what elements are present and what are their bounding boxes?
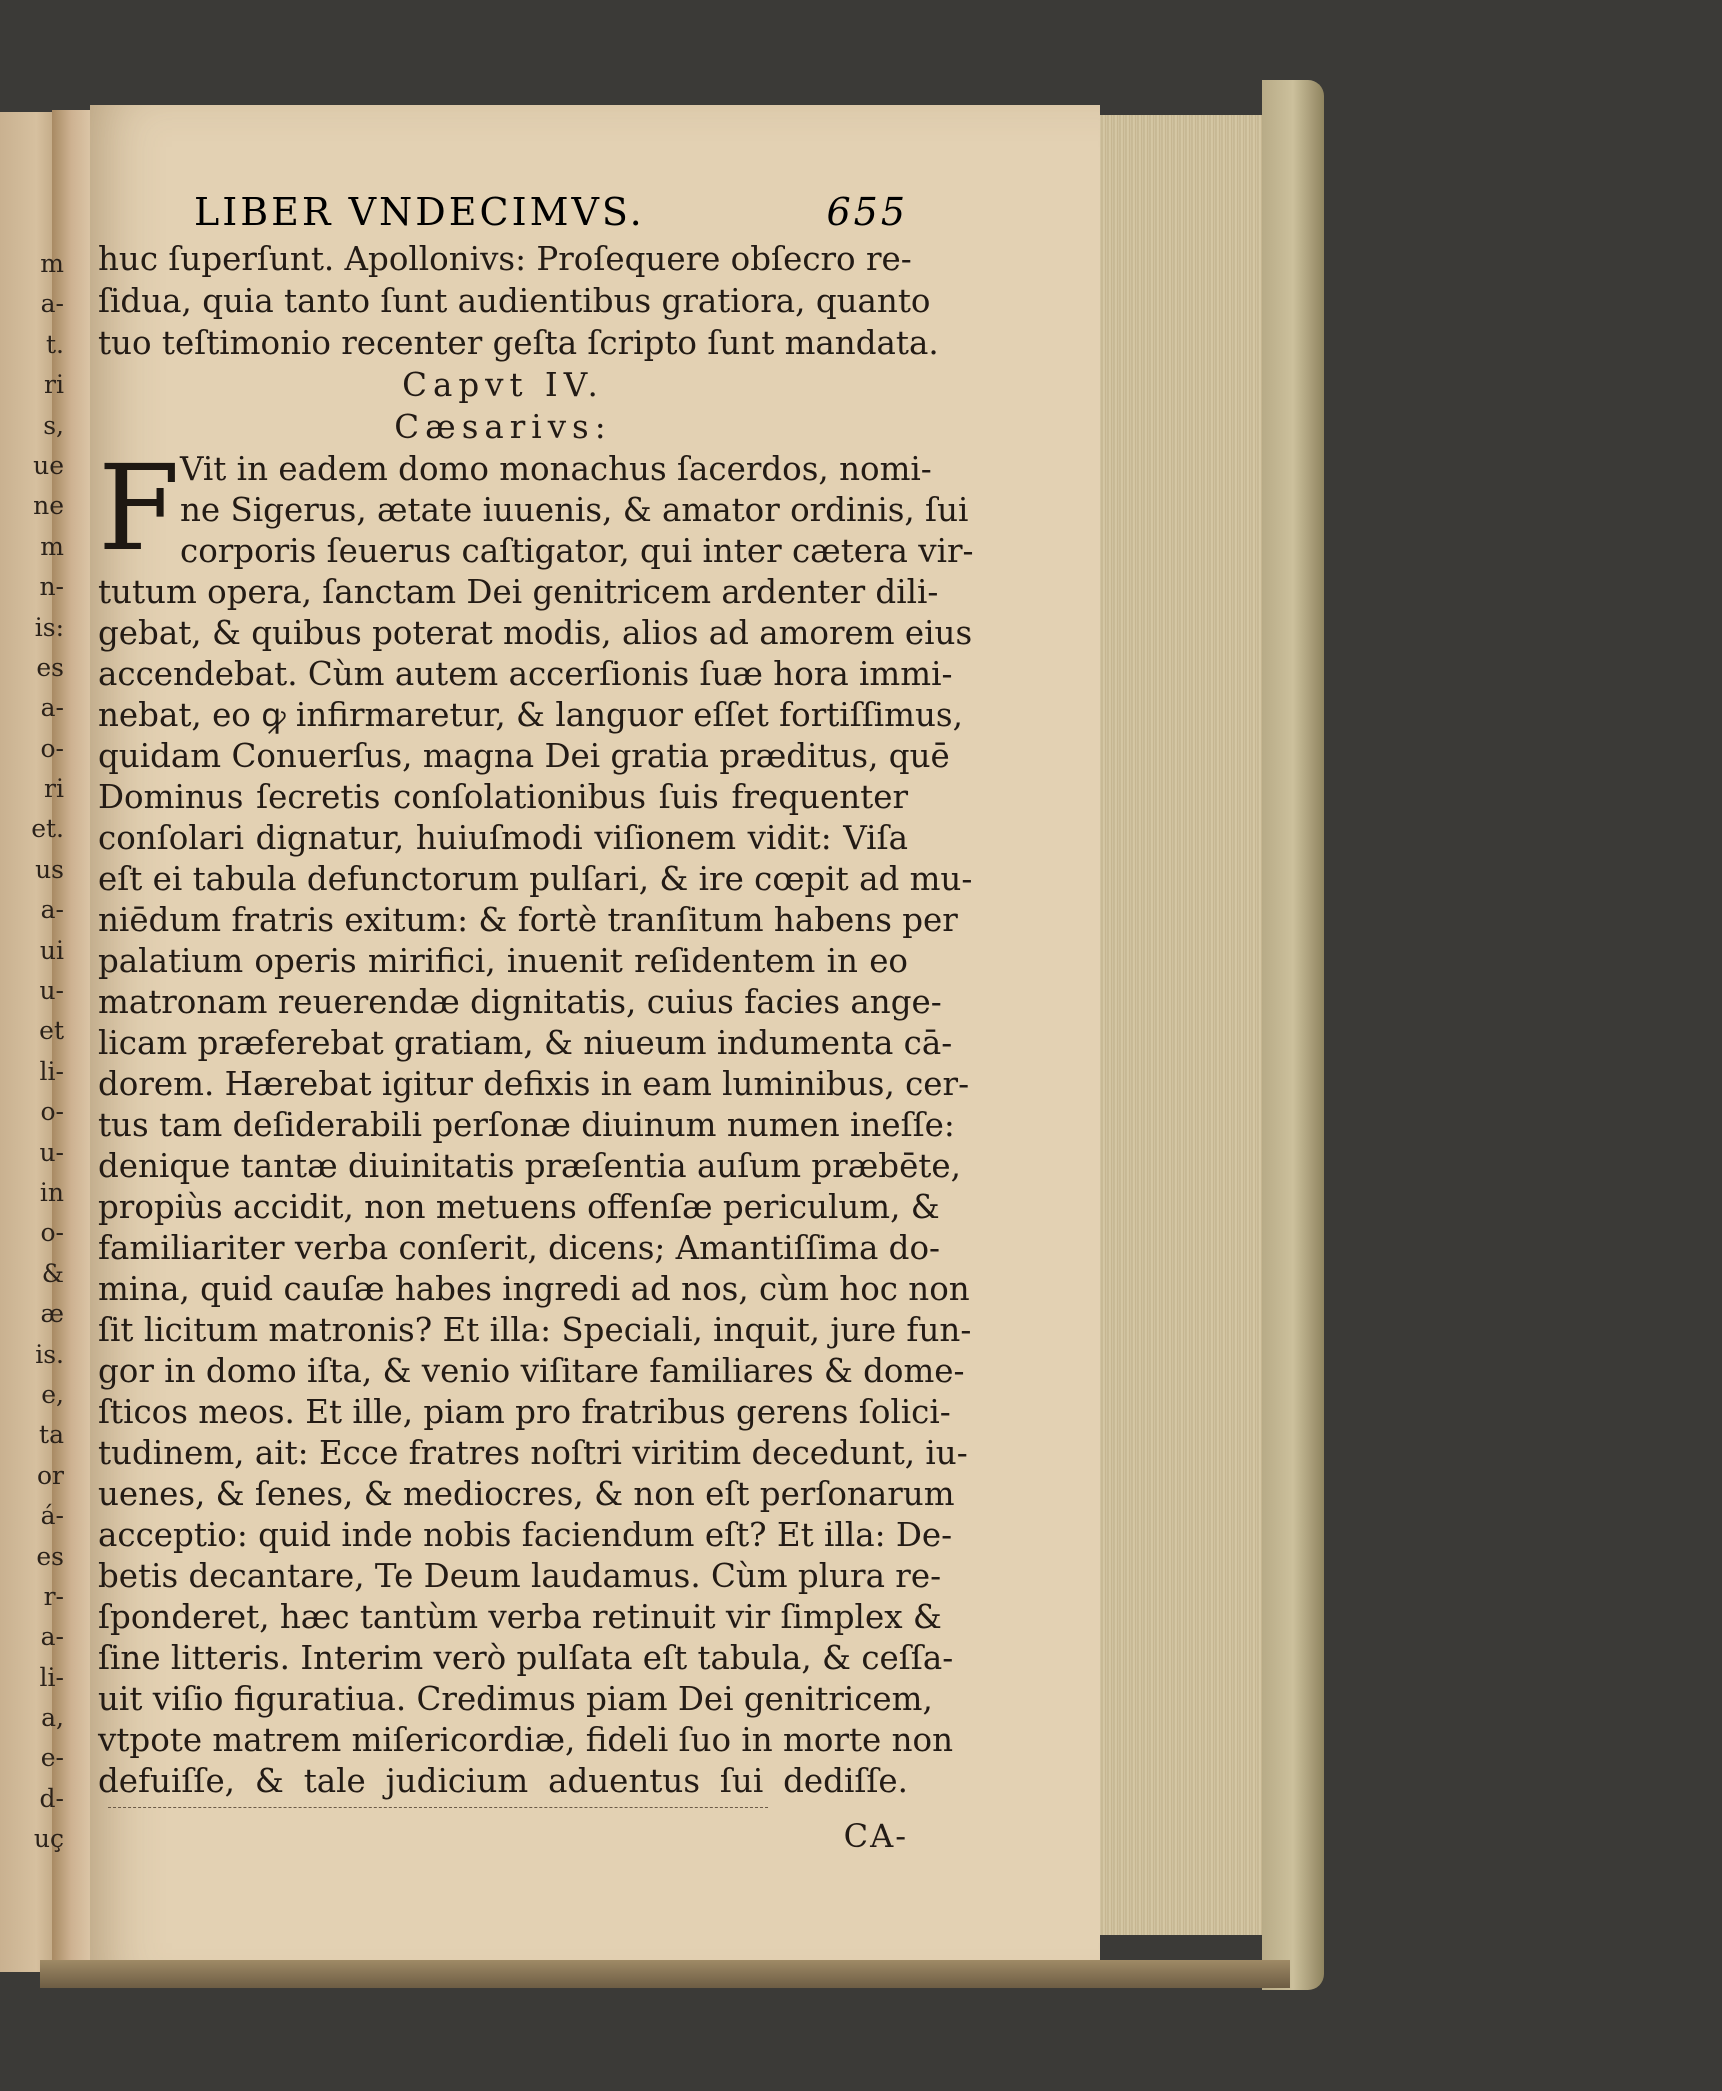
text-line: vtpote matrem miſericordiæ, fideli ſuo in morte non xyxy=(98,1721,954,1759)
text-line: familiariter verba conſerit, dicens; Amantiſſima do- xyxy=(98,1229,941,1267)
page-edges xyxy=(1100,115,1265,1935)
left-margin-fragment: m xyxy=(40,531,64,561)
left-margin-fragment: ne xyxy=(33,491,64,521)
running-title: LIBER VNDECIMVS. xyxy=(194,190,645,234)
drop-cap: F xyxy=(98,439,180,577)
left-margin-fragment: ri xyxy=(44,370,64,400)
text-line: defuiſſe, & tale judicium aduentus ſui dediſſe. xyxy=(98,1762,908,1800)
text-line: tutum opera, ſanctam Dei genitricem ardenter dili- xyxy=(98,573,939,611)
left-margin-fragment: li- xyxy=(39,1662,64,1692)
text-line: tuo teſtimonio recenter geſta ſcripto ſunt mandata. xyxy=(98,324,939,362)
left-margin-fragment: ui xyxy=(39,935,64,965)
text-line: ſit licitum matronis? Et illa: Speciali, inquit, jure fun- xyxy=(98,1311,972,1349)
left-margin-fragment: a- xyxy=(40,895,64,925)
book-bottom-edge xyxy=(40,1960,1290,1988)
text-line: matronam reuerendæ dignitatis, cuius facies ange- xyxy=(98,983,942,1021)
text-line: dorem. Hærebat igitur defixis in eam luminibus, cer- xyxy=(98,1065,970,1103)
text-line: ſine litteris. Interim verò pulſata eſt tabula, & ceſſa- xyxy=(98,1639,954,1677)
footnote-rule xyxy=(108,1807,768,1809)
left-margin-fragment: et xyxy=(39,1016,64,1046)
text-line: tus tam deſiderabili perſonæ diuinum numen ineſſe: xyxy=(98,1106,955,1144)
text-line: Vit in eadem domo monachus ſacerdos, nomi- xyxy=(180,450,932,488)
left-margin-fragment: ta xyxy=(39,1420,64,1450)
left-margin-fragment: o- xyxy=(40,733,64,763)
left-margin-fragment: u- xyxy=(39,1137,64,1167)
left-margin-fragment: es xyxy=(36,652,64,682)
left-margin-fragment: a- xyxy=(40,1622,64,1652)
text-line: gebat, & quibus poterat modis, alios ad amorem eius xyxy=(98,614,973,652)
left-margin-fragment: ue xyxy=(33,450,64,480)
text-line: uit viſio figuratiua. Credimus piam Dei genitricem, xyxy=(98,1680,933,1718)
chapter-heading: Capvt IV. xyxy=(402,366,604,404)
text-line: quidam Conuerſus, magna Dei gratia præditus, quē xyxy=(98,737,950,775)
left-margin-fragment: æ xyxy=(40,1299,64,1329)
left-margin-fragment: uç xyxy=(33,1824,64,1854)
left-margin-fragment: es xyxy=(36,1541,64,1571)
running-head xyxy=(98,190,908,238)
text-line: tudinem, ait: Ecce fratres noſtri viritim decedunt, iu- xyxy=(98,1434,968,1472)
left-margin-fragment: is: xyxy=(34,612,64,642)
text-line: propiùs accidit, non metuens offenſæ periculum, & xyxy=(98,1188,940,1226)
left-margin-fragment: or xyxy=(36,1460,64,1490)
folio-number: 655 xyxy=(826,190,908,234)
text-line: palatium operis mirifici, inuenit reſidentem in eo xyxy=(98,942,908,980)
text-line: uenes, & ſenes, & mediocres, & non eſt perſonarum xyxy=(98,1475,955,1513)
text-line: eſt ei tabula defunctorum pulſari, & ire cœpit ad mu- xyxy=(98,860,973,898)
left-page-margin-text xyxy=(6,246,64,1856)
text-line: mina, quid cauſæ habes ingredi ad nos, cùm hoc non xyxy=(98,1270,970,1308)
text-line: conſolari dignatur, huiuſmodi viſionem vidit: Viſa xyxy=(98,819,908,857)
left-margin-fragment: r- xyxy=(43,1581,64,1611)
left-margin-fragment: us xyxy=(35,854,64,884)
text-line: corporis ſeuerus caſtigator, qui inter cætera vir- xyxy=(180,532,974,570)
left-margin-fragment: o- xyxy=(40,1218,64,1248)
text-line: niēdum fratris exitum: & fortè tranſitum habens per xyxy=(98,901,958,939)
text-line: denique tantæ diuinitatis præſentia auſum præbēte, xyxy=(98,1147,961,1185)
left-margin-fragment: & xyxy=(41,1258,64,1288)
text-line: betis decantare, Te Deum laudamus. Cùm plura re- xyxy=(98,1557,942,1595)
text-line: ne Sigerus, ætate iuuenis, & amator ordinis, ſui xyxy=(180,491,969,529)
left-margin-fragment: o- xyxy=(40,1097,64,1127)
text-line: gor in domo iſta, & venio viſitare familiares & dome- xyxy=(98,1352,965,1390)
left-margin-fragment: e, xyxy=(41,1379,64,1409)
text-line: ſponderet, hæc tantùm verba retinuit vir ſimplex & xyxy=(98,1598,942,1636)
left-margin-fragment: is. xyxy=(35,1339,64,1369)
text-line: ſticos meos. Et ille, piam pro fratribus gerens ſolici- xyxy=(98,1393,951,1431)
left-margin-fragment: t. xyxy=(46,329,64,359)
left-margin-fragment: e- xyxy=(40,1743,64,1773)
text-line: Dominus ſecretis conſolationibus ſuis frequenter xyxy=(98,778,908,816)
left-margin-fragment: a, xyxy=(41,1703,64,1733)
left-margin-fragment: et. xyxy=(31,814,64,844)
left-margin-fragment: s, xyxy=(43,410,64,440)
left-margin-fragment: u- xyxy=(39,976,64,1006)
text-line: accendebat. Cùm autem accerſionis ſuæ hora immi- xyxy=(98,655,953,693)
text-line: ſidua, quia tanto ſunt audientibus gratiora, quanto xyxy=(98,282,931,320)
left-margin-fragment: a- xyxy=(40,289,64,319)
left-margin-fragment: á- xyxy=(40,1501,64,1531)
book-cover-edge xyxy=(1262,80,1324,1990)
left-margin-fragment: a- xyxy=(40,693,64,723)
left-margin-fragment: in xyxy=(39,1177,64,1207)
left-margin-fragment: m xyxy=(40,249,64,278)
text-line: huc ſuperſunt. Apollonivs: Proſequere obſecro re- xyxy=(98,240,912,278)
text-line: nebat, eo ꝙ infirmaretur, & languor eſſet fortiſſimus, xyxy=(98,696,963,734)
catchword: CA- xyxy=(843,1817,908,1855)
left-margin-fragment: n- xyxy=(39,572,64,602)
left-margin-fragment: ri xyxy=(44,774,64,804)
left-margin-fragment: li- xyxy=(39,1056,64,1086)
left-margin-fragment: d- xyxy=(39,1783,64,1813)
text-line: licam præferebat gratiam, & niueum indumenta cā- xyxy=(98,1024,953,1062)
speaker-heading: Cæsarivs: xyxy=(394,408,612,446)
text-line: acceptio: quid inde nobis faciendum eſt? Et illa: De- xyxy=(98,1516,953,1554)
